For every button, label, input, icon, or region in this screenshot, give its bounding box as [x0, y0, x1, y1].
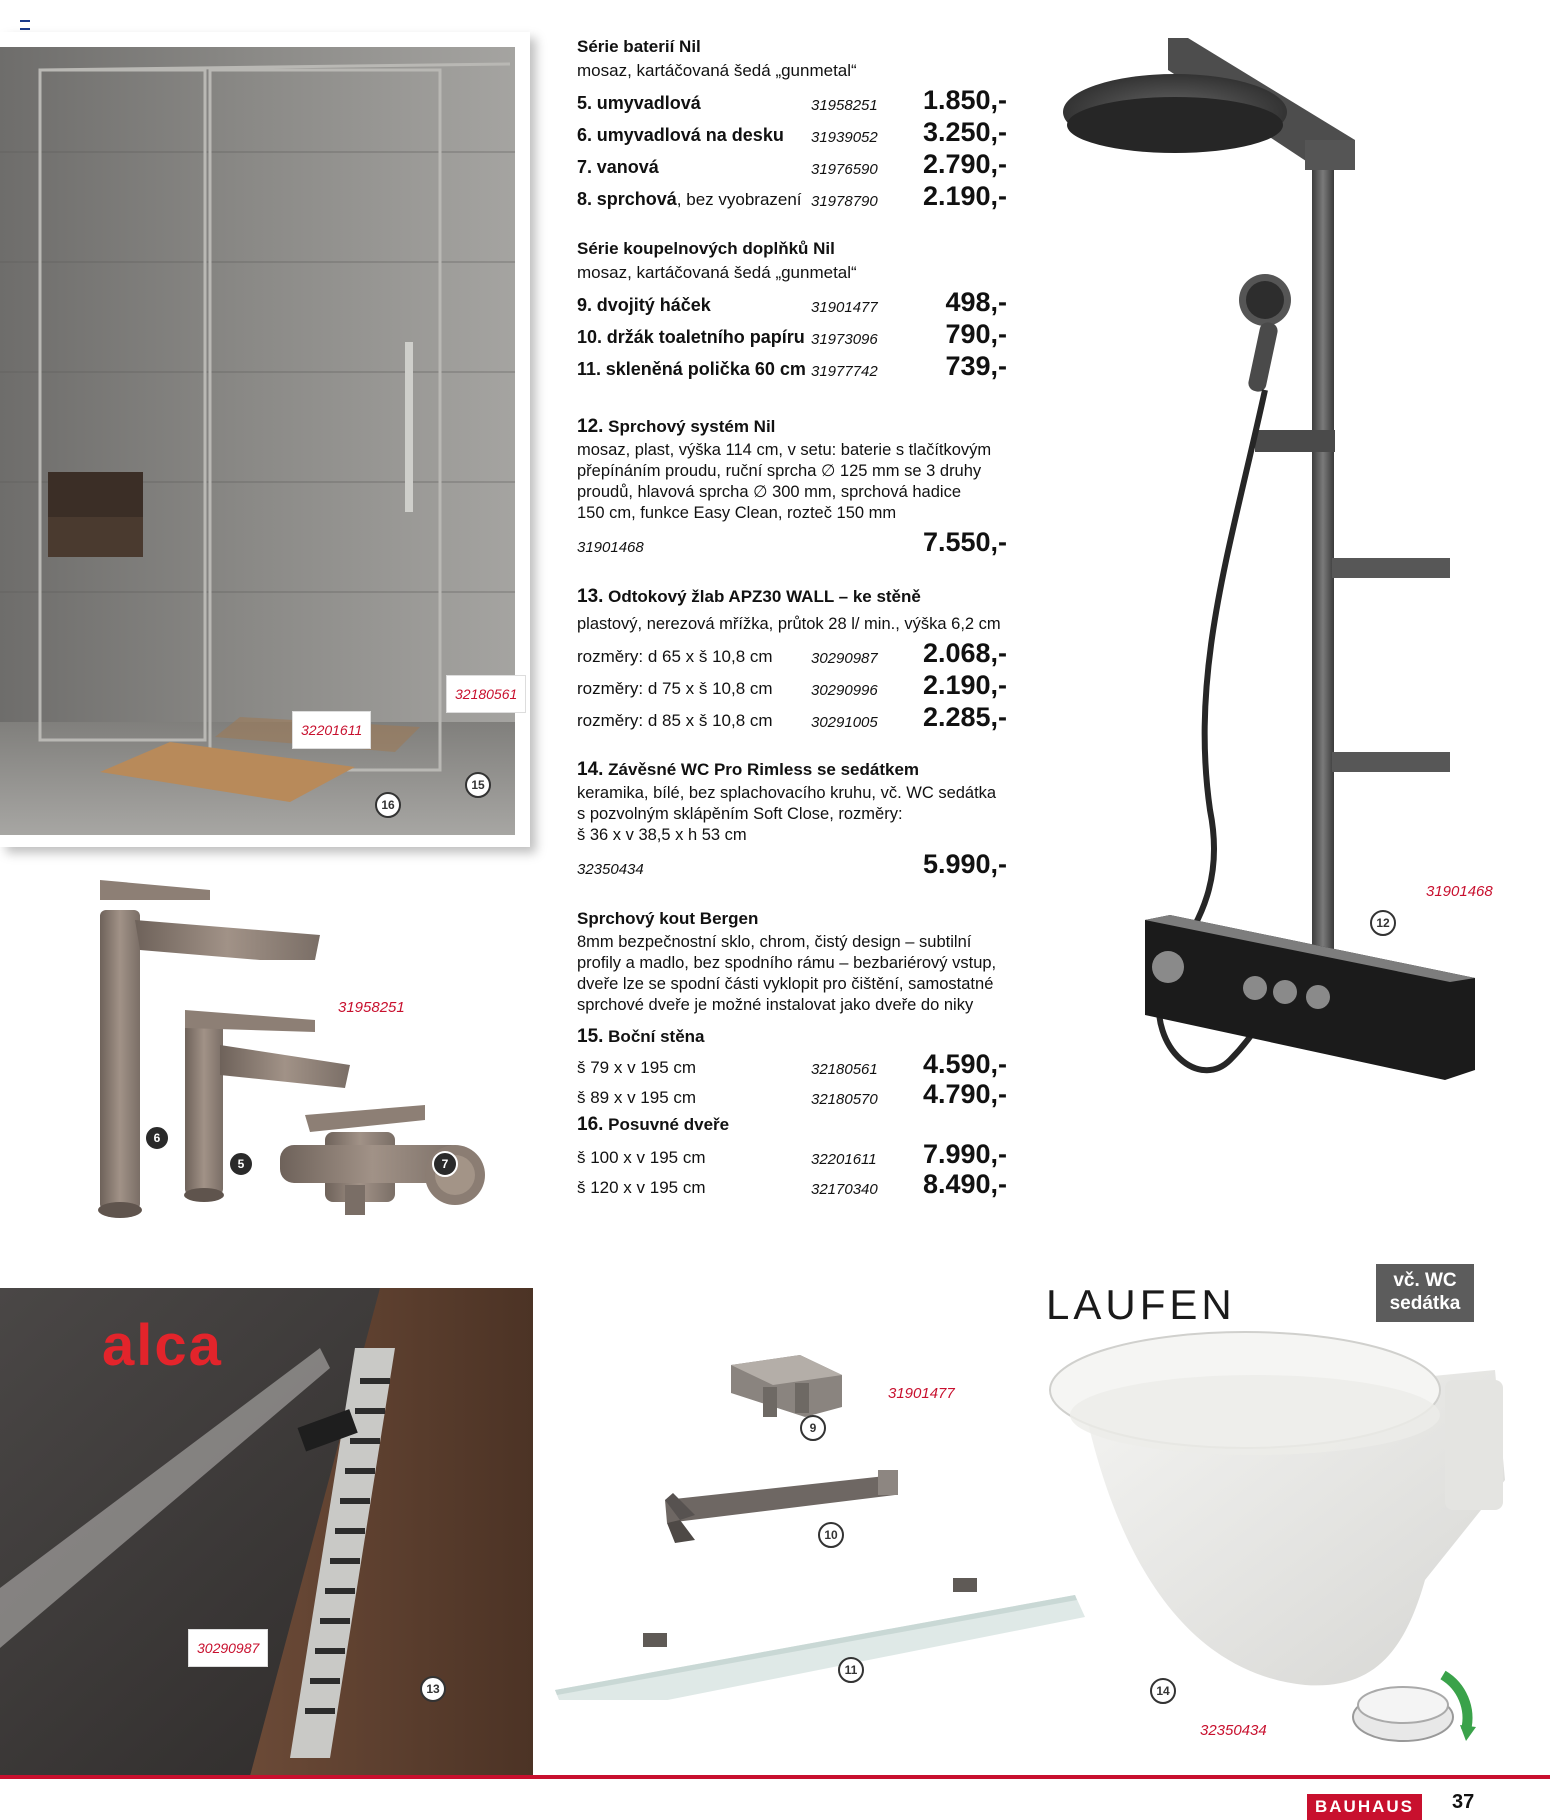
item-price: 3.250,-	[922, 117, 1007, 147]
item-label: sprchová	[596, 189, 677, 209]
accessories-nil-subtitle: mosaz, kartáčovaná šedá „gunmetal“	[577, 263, 857, 282]
page-number: 37	[1452, 1791, 1475, 1813]
shower-corner-desc-3: dveře lze se spodní části vyklopit pro čištění, samostatné	[577, 975, 994, 993]
item-price: 498,-	[945, 287, 1007, 317]
sliding-door-number: 16.	[577, 1114, 604, 1135]
price-row	[577, 1050, 1007, 1078]
drain-number: 13.	[577, 586, 604, 607]
badge-13: 13	[420, 1676, 446, 1702]
drain-photo	[0, 1288, 533, 1776]
product-text-column	[577, 36, 1007, 1198]
series-nil-title: Série baterií Nil	[577, 37, 701, 56]
badge-10: 10	[818, 1522, 844, 1548]
price-row	[577, 146, 1007, 178]
item-price: 2.790,-	[922, 149, 1007, 179]
item-sku: 31973096	[811, 331, 878, 348]
shower-corner-desc-1: 8mm bezpečnostní sklo, chrom, čistý design – subtilní	[577, 933, 972, 951]
badge-16: 16	[375, 792, 401, 818]
badge-11: 11	[838, 1657, 864, 1683]
shower-system-number: 12.	[577, 416, 604, 437]
laufen-logo: LAUFEN	[1046, 1281, 1236, 1328]
drain-sku-tag: 30290987	[188, 1629, 268, 1667]
badge-14: 14	[1150, 1678, 1176, 1704]
wc-desc-1: keramika, bílé, bez splachovacího kruhu, vč. WC sedátka	[577, 784, 997, 802]
item-sku: 31977742	[811, 363, 878, 380]
item-sku: 31939052	[811, 129, 878, 146]
price-row	[577, 178, 1007, 210]
shower-corner-desc-4: sprchové dveře je možné instalovat jako dveře do niky	[577, 996, 974, 1014]
side-wall-title	[577, 1026, 1007, 1048]
price-row	[577, 635, 1007, 667]
item-price: 2.190,-	[922, 181, 1007, 211]
shower-sku-label: 31901468	[1426, 883, 1493, 900]
price-row	[577, 1078, 1007, 1108]
item-price: 4.790,-	[922, 1079, 1007, 1109]
wc-sku-label: 32350434	[1200, 1722, 1267, 1739]
door-sku-tag: 32201611	[292, 711, 371, 749]
shower-system-desc-3: proudů, hlavová sprcha ∅ 300 mm, sprchová hadice	[577, 483, 961, 501]
badge-7: 7	[432, 1151, 458, 1177]
shower-system-title	[577, 416, 1007, 438]
side-wall-name: Boční stěna	[608, 1027, 705, 1046]
item-label: umyvadlová	[596, 93, 701, 113]
drain-title	[577, 586, 1007, 608]
item-label: držák toaletního papíru	[606, 327, 805, 347]
hook-sku-label: 31901477	[888, 1385, 955, 1402]
shower-system-image	[1050, 30, 1490, 1200]
item-label: dvojitý háček	[596, 295, 711, 315]
item-sku: 32350434	[577, 861, 644, 878]
item-extra: , bez vyobrazení	[676, 190, 802, 209]
item-label: š 120 x v 195 cm	[577, 1178, 706, 1197]
price-row	[577, 524, 1007, 556]
series-nil-subtitle: mosaz, kartáčovaná šedá „gunmetal“	[577, 61, 857, 80]
accessories-nil-list	[577, 284, 1007, 380]
shower-system-name: Sprchový systém Nil	[608, 417, 776, 436]
soft-close-icon	[1348, 1655, 1478, 1755]
shower-corner-desc-2: profily a madlo, bez spodního rámu – bezbariérový vstup,	[577, 954, 997, 972]
item-number: 11.	[577, 359, 602, 379]
bauhaus-logo: BAUHAUS	[1307, 1794, 1422, 1820]
item-number: 9.	[577, 295, 593, 315]
badge-15: 15	[465, 772, 491, 798]
price-row	[577, 1138, 1007, 1168]
price-row	[577, 1168, 1007, 1198]
sliding-door-title	[577, 1114, 1007, 1136]
shower-corner-title: Sprchový kout Bergen	[577, 909, 759, 928]
item-label: š 89 x v 195 cm	[577, 1088, 697, 1107]
item-number: 8.	[577, 189, 593, 209]
shower-enclosure-photo	[0, 32, 530, 847]
item-label: rozměry: d 85 x š 10,8 cm	[577, 711, 773, 730]
wc-image	[1045, 1330, 1505, 1710]
item-price: 4.590,-	[922, 1049, 1007, 1079]
faucet-sku-label: 31958251	[338, 999, 405, 1016]
wc-seat-badge: vč. WC sedátka	[1376, 1264, 1474, 1322]
drain-name: Odtokový žlab APZ30 WALL – ke stěně	[608, 587, 921, 606]
item-price: 5.990,-	[922, 849, 1007, 879]
item-sku: 30290996	[811, 682, 878, 699]
item-sku: 30290987	[811, 650, 878, 667]
item-sku: 31901477	[811, 299, 878, 316]
item-price: 8.490,-	[922, 1169, 1007, 1199]
item-number: 7.	[577, 157, 593, 177]
item-sku: 31978790	[811, 193, 878, 210]
item-label: skleněná polička 60 cm	[605, 359, 806, 379]
faucets-image	[80, 870, 540, 1260]
item-price: 7.990,-	[922, 1139, 1007, 1169]
item-label: rozměry: d 75 x š 10,8 cm	[577, 679, 773, 698]
side-wall-number: 15.	[577, 1026, 604, 1047]
item-price: 2.068,-	[922, 638, 1007, 668]
accessories-nil-title: Série koupelnových doplňků Nil	[577, 239, 835, 258]
price-row	[577, 316, 1007, 348]
item-price: 739,-	[945, 351, 1007, 381]
item-price: 790,-	[945, 319, 1007, 349]
price-row	[577, 699, 1007, 731]
shower-enclosure-image	[0, 32, 530, 847]
wc-name: Závěsné WC Pro Rimless se sedátkem	[608, 760, 920, 779]
price-row	[577, 284, 1007, 316]
wc-number: 14.	[577, 759, 604, 780]
badge-5: 5	[228, 1151, 254, 1177]
item-price: 2.190,-	[922, 670, 1007, 700]
price-row	[577, 846, 1007, 878]
item-sku: 30291005	[811, 714, 878, 731]
wall-sku-tag: 32180561	[446, 675, 526, 713]
item-sku: 32170340	[811, 1181, 878, 1198]
item-price: 7.550,-	[922, 527, 1007, 557]
item-sku: 32201611	[811, 1151, 877, 1168]
badge-6: 6	[144, 1125, 170, 1151]
item-sku: 31976590	[811, 161, 878, 178]
series-nil-list	[577, 82, 1007, 210]
sliding-door-name: Posuvné dveře	[608, 1115, 730, 1134]
item-price: 1.850,-	[922, 85, 1007, 115]
shower-system-desc-2: přepínáním proudu, ruční sprcha ∅ 125 mm se 3 druhy	[577, 462, 982, 480]
wc-title	[577, 759, 1007, 781]
wc-desc-2: s pozvolným sklápěním Soft Close, rozměry:	[577, 805, 903, 823]
item-number: 10.	[577, 327, 603, 347]
item-sku: 32180570	[811, 1091, 878, 1108]
accessories-image	[555, 1345, 1085, 1700]
alca-logo: alca	[102, 1313, 223, 1378]
shower-system-desc-1: mosaz, plast, výška 114 cm, v setu: baterie s tlačítkovým	[577, 441, 992, 459]
price-row	[577, 114, 1007, 146]
price-row	[577, 667, 1007, 699]
badge-12: 12	[1370, 910, 1396, 936]
item-sku: 31958251	[811, 97, 878, 114]
item-number: 6.	[577, 125, 593, 145]
item-label: rozměry: d 65 x š 10,8 cm	[577, 647, 773, 666]
flag-icon	[20, 20, 30, 30]
item-label: š 100 x v 195 cm	[577, 1148, 706, 1167]
price-row	[577, 82, 1007, 114]
item-sku: 32180561	[811, 1061, 878, 1078]
drain-desc: plastový, nerezová mřížka, průtok 28 l/ min., výška 6,2 cm	[577, 615, 1001, 633]
shower-system-desc-4: 150 cm, funkce Easy Clean, rozteč 150 mm	[577, 504, 897, 522]
item-number: 5.	[577, 93, 593, 113]
badge-9: 9	[800, 1415, 826, 1441]
item-label: umyvadlová na desku	[596, 125, 784, 145]
item-label: š 79 x v 195 cm	[577, 1058, 697, 1077]
item-price: 2.285,-	[922, 702, 1007, 732]
price-row	[577, 348, 1007, 380]
wc-desc-3: š 36 x v 38,5 x h 53 cm	[577, 826, 747, 844]
footer-line	[0, 1775, 1550, 1779]
item-sku: 31901468	[577, 539, 644, 556]
item-label: vanová	[596, 157, 659, 177]
